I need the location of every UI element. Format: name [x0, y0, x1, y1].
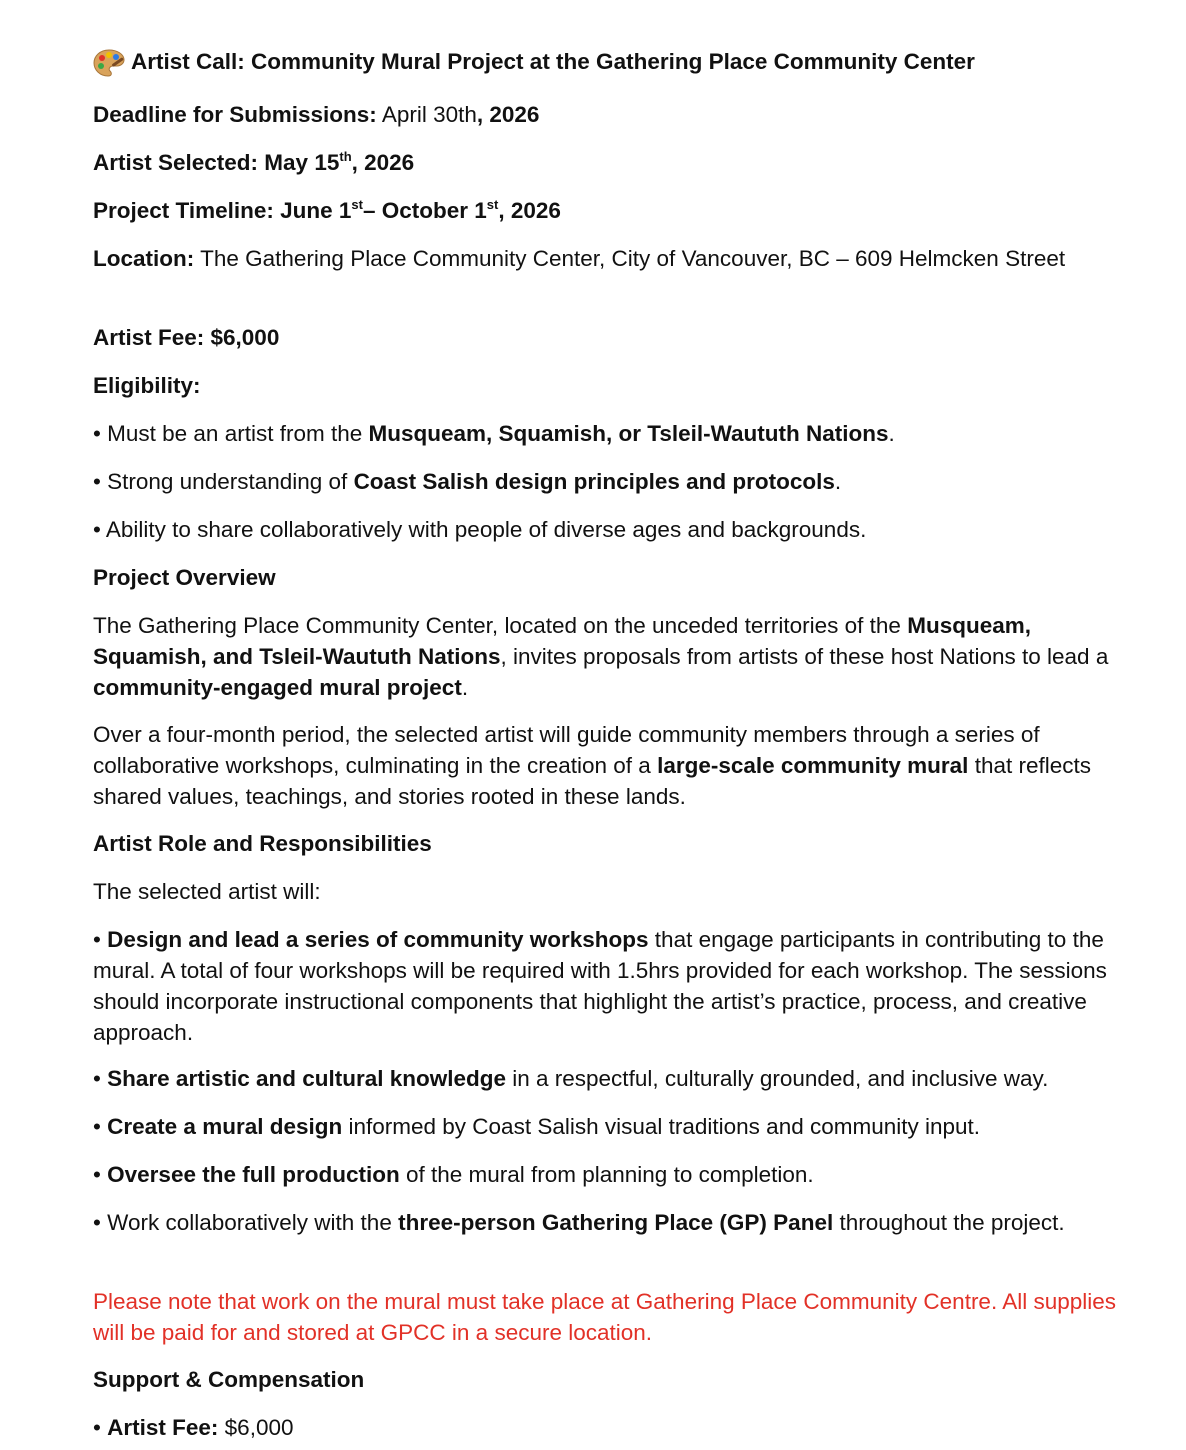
- artist-palette-icon: [93, 48, 125, 78]
- deadline-value: April 30th: [381, 102, 477, 127]
- eligibility-item1-pre: • Must be an artist from the: [93, 421, 369, 446]
- timeline-label: Project Timeline: June 1: [93, 198, 352, 223]
- selected-sup: th: [339, 148, 352, 164]
- location-note: Please note that work on the mural must take place at Gathering Place Community Centre. All supplies will be paid for and stored at GPCC in a secure location.: [93, 1289, 1117, 1345]
- location-label: Location:: [93, 246, 195, 271]
- bullet: •: [93, 1162, 108, 1187]
- deadline-label: Deadline for Submissions:: [93, 102, 377, 127]
- document-title: [93, 46, 1123, 77]
- role-item3-rest: informed by Coast Salish visual traditions and community input.: [342, 1114, 981, 1139]
- deadline-line: [93, 99, 1123, 130]
- bullet: •: [93, 1066, 108, 1091]
- bullet: •: [93, 1114, 108, 1139]
- role-intro: The selected artist will:: [93, 879, 321, 904]
- selected-year: , 2026: [351, 150, 415, 175]
- overview-p1-a: The Gathering Place Community Center, located on the unceded territories of the: [93, 613, 908, 638]
- eligibility-item1-post: .: [888, 421, 895, 446]
- role-item2-bold: Share artistic and cultural knowledge: [107, 1066, 506, 1091]
- eligibility-heading: Eligibility:: [93, 373, 201, 398]
- location-value: The Gathering Place Community Center, City of Vancouver, BC – 609 Helmcken Street: [200, 246, 1066, 271]
- deadline-year: , 2026: [476, 102, 540, 127]
- role-item-design: [93, 1111, 1123, 1142]
- timeline-sup-end: st: [486, 196, 499, 212]
- eligibility-item-collaboration: • Ability to share collaboratively with people of diverse ages and backgrounds.: [93, 517, 867, 542]
- eligibility-item2-post: .: [834, 469, 842, 494]
- overview-paragraph-2: [93, 719, 1123, 812]
- role-item4-rest: of the mural from planning to completion.: [399, 1162, 814, 1187]
- overview-p2-a: Over a four-month period, the selected artist will guide community members through a series of collaborative workshops, culminating in the creation of a: [93, 722, 1040, 778]
- eligibility-item-nations: [93, 418, 1123, 449]
- artist-selected-line: [93, 147, 1123, 178]
- artist-fee-line: Artist Fee: $6,000: [93, 325, 280, 350]
- role-item1-bold: Design and lead a series of community workshops: [107, 927, 649, 952]
- role-item-knowledge: [93, 1063, 1123, 1094]
- eligibility-item-design: [93, 466, 1123, 497]
- role-item2-rest: in a respectful, culturally grounded, and inclusive way.: [506, 1066, 1049, 1091]
- bullet: •: [93, 1415, 108, 1440]
- role-heading: Artist Role and Responsibilities: [93, 831, 432, 856]
- support-heading: Support & Compensation: [93, 1367, 365, 1392]
- timeline-sup-start: st: [351, 196, 363, 212]
- overview-p1-d: community-engaged mural project: [93, 675, 462, 700]
- support-item-fee: [93, 1412, 1123, 1443]
- role-item5-bold: three-person Gathering Place (GP) Panel: [398, 1210, 834, 1235]
- overview-p1-e: .: [461, 675, 469, 700]
- role-item5-rest: throughout the project.: [833, 1210, 1065, 1235]
- eligibility-item1-bold: Musqueam, Squamish, or Tsleil-Waututh Nations: [368, 421, 889, 446]
- selected-label: Artist Selected: May 15: [93, 150, 340, 175]
- role-item5-pre: • Work collaboratively with the: [93, 1210, 399, 1235]
- overview-p1-b: Musqueam, Squamish, and Tsleil-Waututh Nations: [93, 613, 1031, 669]
- timeline-year: , 2026: [498, 198, 561, 223]
- role-item-workshops: [93, 924, 1123, 1048]
- location-line: [93, 243, 1123, 274]
- role-item-production: [93, 1159, 1123, 1190]
- eligibility-item2-bold: Coast Salish design principles and protocols: [353, 469, 835, 494]
- support-fee-value: $6,000: [218, 1415, 294, 1440]
- overview-p1-c: , invites proposals from artists of these host Nations to lead a: [500, 644, 1109, 669]
- role-item3-bold: Create a mural design: [107, 1114, 343, 1139]
- support-fee-label: Artist Fee:: [107, 1415, 219, 1440]
- overview-heading: Project Overview: [93, 565, 276, 590]
- bullet: •: [93, 927, 108, 952]
- role-item1-rest: that engage participants in contributing to the mural. A total of four workshops will be required with 1.5hrs provided for each workshop. The sessions should incorporate instructional components that highlight the artist’s practice, process, and creative approach.: [93, 927, 1107, 1045]
- timeline-mid: – October 1: [362, 198, 487, 223]
- title-text: Artist Call: Community Mural Project at the Gathering Place Community Center: [131, 49, 975, 74]
- role-item-panel: [93, 1207, 1123, 1238]
- eligibility-item2-pre: • Strong understanding of: [93, 469, 354, 494]
- role-item4-bold: Oversee the full production: [107, 1162, 400, 1187]
- overview-paragraph-1: [93, 610, 1123, 703]
- overview-p2-b: large-scale community mural: [657, 753, 969, 778]
- overview-p2-c: that reflects shared values, teachings, and stories rooted in these lands.: [93, 753, 1091, 809]
- project-timeline-line: [93, 195, 1123, 226]
